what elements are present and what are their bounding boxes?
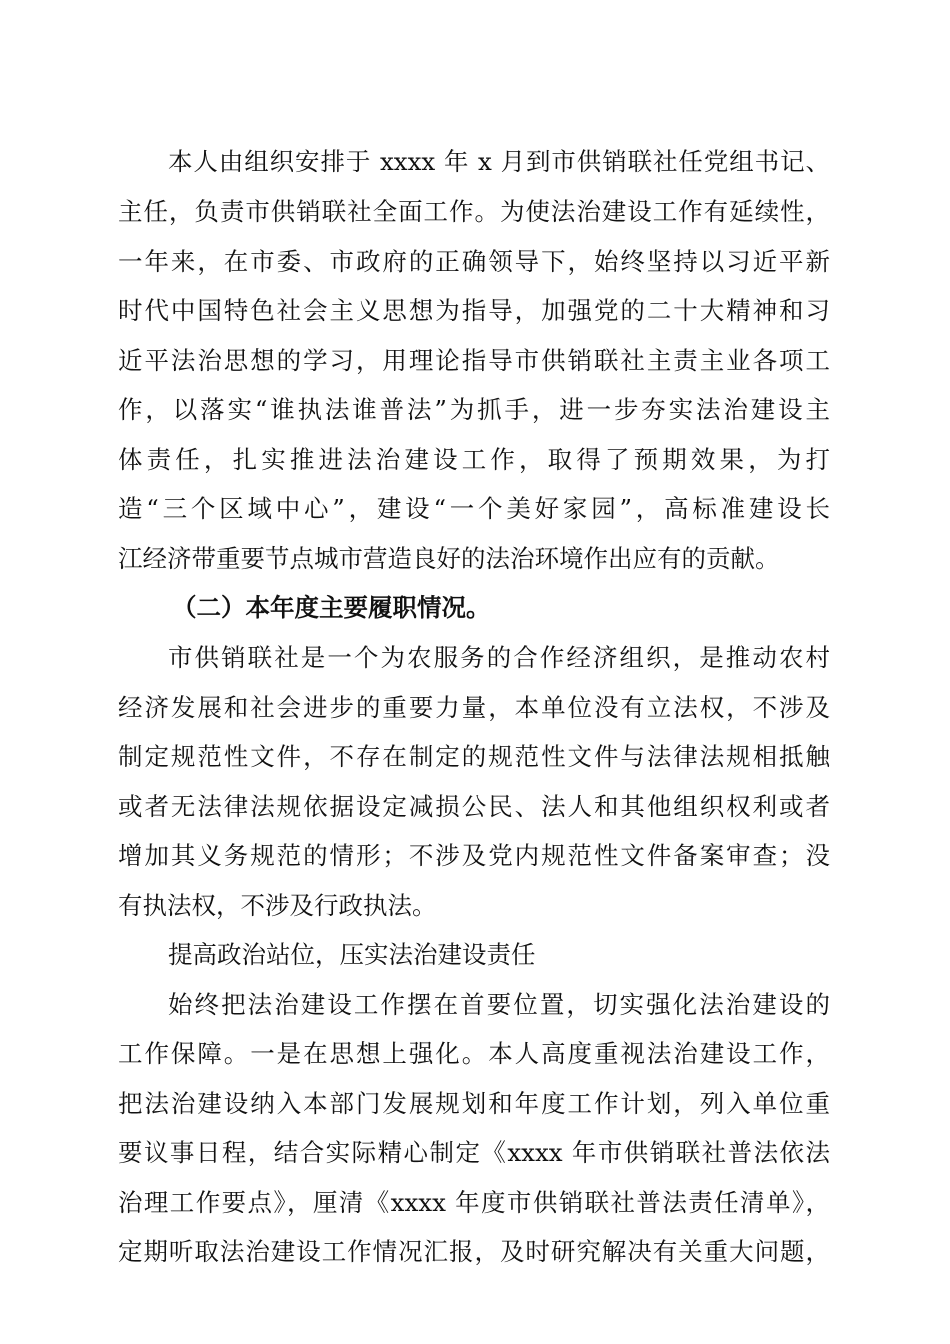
paragraph-1-line-9: 江经济带重要节点城市营造良好的法治环境作出应有的贡献。 — [118, 544, 780, 573]
paragraph-3-line-1: 始终把法治建设工作摆在首要位置，切实强化法治建设的 — [168, 990, 830, 1019]
paragraph-3-line-2: 工作保障。一是在思想上强化。本人高度重视法治建设工作， — [118, 1039, 830, 1068]
paragraph-1-line-8: 造“三个区域中心”，建设“一个美好家园”，高标准建设长 — [118, 494, 830, 523]
paragraph-2-line-2: 经济发展和社会进步的重要力量，本单位没有立法权，不涉及 — [118, 693, 830, 722]
paragraph-1-line-5: 近平法治思想的学习，用理论指导市供销联社主责主业各项工 — [118, 346, 830, 375]
paragraph-1-line-7: 体责任，扎实推进法治建设工作，取得了预期效果，为打 — [118, 445, 830, 474]
subheading: 提高政治站位，压实法治建设责任 — [168, 940, 536, 969]
paragraph-3-line-5: 治理工作要点》，厘清《xxxx 年度市供销联社普法责任清单》， — [118, 1188, 830, 1217]
paragraph-2-line-5: 增加其义务规范的情形；不涉及党内规范性文件备案审查；没 — [118, 841, 830, 870]
paragraph-2-line-6: 有执法权，不涉及行政执法。 — [118, 891, 437, 920]
paragraph-1-line-6: 作，以落实“谁执法谁普法”为抓手，进一步夯实法治建设主 — [118, 395, 830, 424]
paragraph-1-line-1: 本人由组织安排于 xxxx 年 x 月到市供销联社任党组书记、 — [168, 147, 830, 176]
paragraph-1-line-4: 时代中国特色社会主义思想为指导，加强党的二十大精神和习 — [118, 296, 830, 325]
paragraph-2-line-1: 市供销联社是一个为农服务的合作经济组织，是推动农村 — [168, 643, 830, 672]
paragraph-2-line-4: 或者无法律法规依据设定减损公民、法人和其他组织权利或者 — [118, 792, 830, 821]
paragraph-3-line-3: 把法治建设纳入本部门发展规划和年度工作计划，列入单位重 — [118, 1089, 830, 1118]
section-heading: （二）本年度主要履职情况。 — [172, 593, 491, 622]
paragraph-1-line-2: 主任，负责市供销联社全面工作。为使法治建设工作有延续性， — [118, 197, 830, 226]
paragraph-1-line-3: 一年来，在市委、市政府的正确领导下，始终坚持以习近平新 — [118, 247, 830, 276]
paragraph-3-line-4: 要议事日程，结合实际精心制定《xxxx 年市供销联社普法依法 — [118, 1138, 830, 1167]
paragraph-3-line-6: 定期听取法治建设工作情况汇报，及时研究解决有关重大问题， — [118, 1237, 830, 1266]
paragraph-2-line-3: 制定规范性文件，不存在制定的规范性文件与法律法规相抵触 — [118, 742, 830, 771]
